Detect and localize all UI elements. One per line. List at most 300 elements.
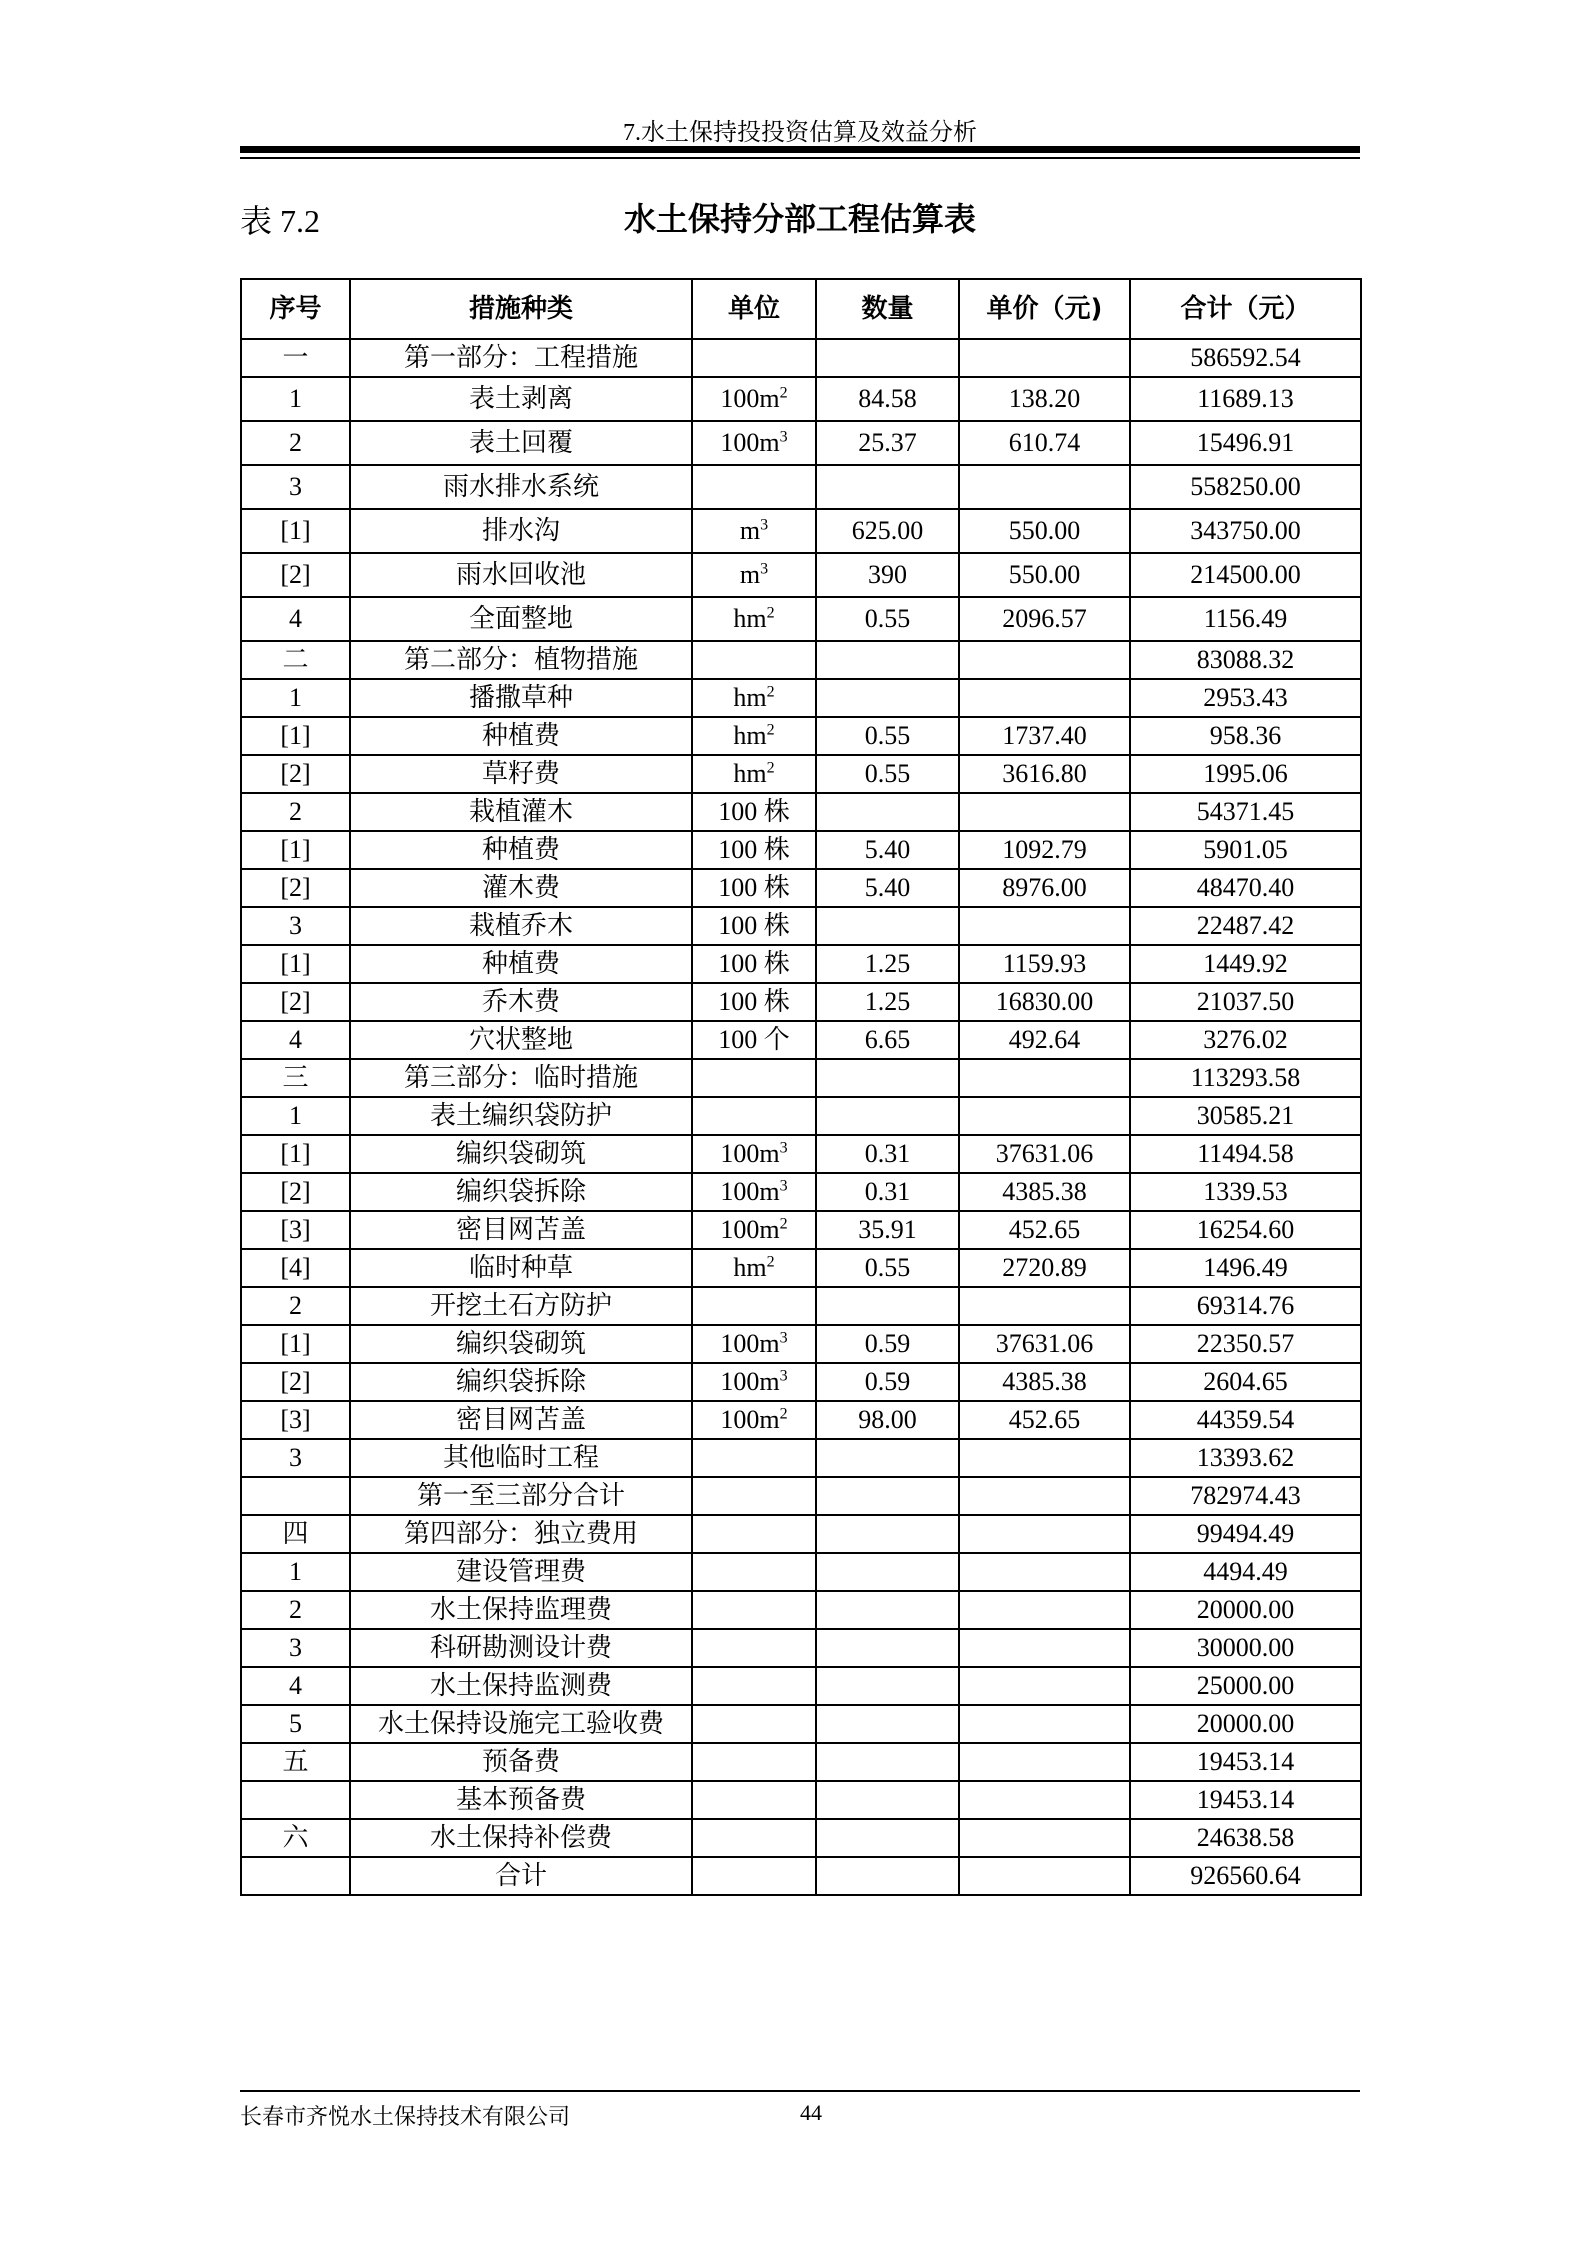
unit-cell xyxy=(692,1059,816,1097)
quantity-cell xyxy=(816,679,959,717)
table-row xyxy=(241,1363,1361,1401)
table-row xyxy=(241,1439,1361,1477)
table-row xyxy=(241,1705,1361,1743)
table-row xyxy=(241,553,1361,597)
table-row xyxy=(241,907,1361,945)
total-cell: 926560.64 xyxy=(1130,1857,1361,1895)
total-cell: 3276.02 xyxy=(1130,1021,1361,1059)
unit-price-cell xyxy=(959,793,1130,831)
quantity-cell xyxy=(816,1553,959,1591)
unit-text: hm xyxy=(733,1253,767,1282)
table-row xyxy=(241,1287,1361,1325)
quantity-cell xyxy=(816,641,959,679)
total-cell: 19453.14 xyxy=(1130,1781,1361,1819)
unit-cell xyxy=(692,869,816,907)
item-name-cell: 合计 xyxy=(350,1857,692,1895)
row-number-cell: 3 xyxy=(241,465,350,509)
table-row xyxy=(241,793,1361,831)
column-header: 单位 xyxy=(692,279,816,339)
item-name-cell: 种植费 xyxy=(350,717,692,755)
total-cell: 1496.49 xyxy=(1130,1249,1361,1287)
quantity-cell xyxy=(816,1515,959,1553)
unit-cell xyxy=(692,1515,816,1553)
quantity-cell xyxy=(816,1477,959,1515)
row-number-cell: 1 xyxy=(241,1553,350,1591)
row-number-cell: [3] xyxy=(241,1211,350,1249)
unit-cell xyxy=(692,465,816,509)
row-number-cell: 4 xyxy=(241,1667,350,1705)
quantity-cell xyxy=(816,1743,959,1781)
item-name-cell: 乔木费 xyxy=(350,983,692,1021)
table-row xyxy=(241,1591,1361,1629)
unit-price-cell xyxy=(959,1439,1130,1477)
row-number-cell: 五 xyxy=(241,1743,350,1781)
unit-cell xyxy=(692,831,816,869)
unit-cell xyxy=(692,983,816,1021)
item-name-cell: 表土编织袋防护 xyxy=(350,1097,692,1135)
unit-text: 100 株 xyxy=(718,797,790,826)
header-rule-thin xyxy=(240,157,1360,159)
unit-cell xyxy=(692,1667,816,1705)
table-row xyxy=(241,1667,1361,1705)
table-row xyxy=(241,1059,1361,1097)
total-cell: 113293.58 xyxy=(1130,1059,1361,1097)
quantity-cell: 0.55 xyxy=(816,717,959,755)
table-row xyxy=(241,1173,1361,1211)
row-number-cell: [2] xyxy=(241,1173,350,1211)
column-header: 合计（元） xyxy=(1130,279,1361,339)
unit-exponent: 3 xyxy=(760,516,769,534)
total-cell: 20000.00 xyxy=(1130,1705,1361,1743)
unit-text: 100m xyxy=(720,1215,780,1244)
total-cell: 782974.43 xyxy=(1130,1477,1361,1515)
unit-price-cell: 8976.00 xyxy=(959,869,1130,907)
row-number-cell: [2] xyxy=(241,755,350,793)
unit-cell xyxy=(692,1477,816,1515)
quantity-cell xyxy=(816,793,959,831)
item-name-cell: 基本预备费 xyxy=(350,1781,692,1819)
unit-exponent: 3 xyxy=(760,560,769,578)
unit-price-cell xyxy=(959,1667,1130,1705)
table-row xyxy=(241,945,1361,983)
unit-price-cell: 37631.06 xyxy=(959,1325,1130,1363)
row-number-cell: 三 xyxy=(241,1059,350,1097)
table-row xyxy=(241,1401,1361,1439)
quantity-cell: 0.55 xyxy=(816,1249,959,1287)
unit-cell xyxy=(692,1705,816,1743)
unit-price-cell xyxy=(959,907,1130,945)
unit-cell xyxy=(692,945,816,983)
total-cell: 83088.32 xyxy=(1130,641,1361,679)
column-header: 措施种类 xyxy=(350,279,692,339)
quantity-cell: 0.59 xyxy=(816,1325,959,1363)
unit-exponent: 3 xyxy=(779,1329,788,1347)
row-number-cell: 六 xyxy=(241,1819,350,1857)
row-number-cell: 一 xyxy=(241,339,350,377)
quantity-cell: 6.65 xyxy=(816,1021,959,1059)
quantity-cell xyxy=(816,339,959,377)
quantity-cell xyxy=(816,1591,959,1629)
item-name-cell: 水土保持设施完工验收费 xyxy=(350,1705,692,1743)
table-title: 水土保持分部工程估算表 xyxy=(623,200,976,238)
total-cell: 558250.00 xyxy=(1130,465,1361,509)
item-name-cell: 水土保持补偿费 xyxy=(350,1819,692,1857)
item-name-cell: 排水沟 xyxy=(350,509,692,553)
table-row xyxy=(241,1135,1361,1173)
table-row xyxy=(241,597,1361,641)
unit-cell xyxy=(692,679,816,717)
row-number-cell: 2 xyxy=(241,1287,350,1325)
item-name-cell: 全面整地 xyxy=(350,597,692,641)
unit-price-cell: 550.00 xyxy=(959,509,1130,553)
item-name-cell: 栽植灌木 xyxy=(350,793,692,831)
quantity-cell: 390 xyxy=(816,553,959,597)
quantity-cell xyxy=(816,1705,959,1743)
unit-exponent: 2 xyxy=(766,721,775,739)
total-cell: 30585.21 xyxy=(1130,1097,1361,1135)
item-name-cell: 密目网苫盖 xyxy=(350,1211,692,1249)
unit-exponent: 2 xyxy=(779,1215,788,1233)
total-cell: 19453.14 xyxy=(1130,1743,1361,1781)
row-number-cell: [1] xyxy=(241,717,350,755)
total-cell: 22350.57 xyxy=(1130,1325,1361,1363)
unit-text: m xyxy=(739,516,761,545)
unit-price-cell xyxy=(959,1591,1130,1629)
unit-text: 100m xyxy=(720,428,780,457)
item-name-cell: 表土剥离 xyxy=(350,377,692,421)
quantity-cell xyxy=(816,1781,959,1819)
unit-cell xyxy=(692,1287,816,1325)
table-row xyxy=(241,1249,1361,1287)
unit-exponent: 2 xyxy=(779,384,788,402)
table-row xyxy=(241,1515,1361,1553)
item-name-cell: 水土保持监理费 xyxy=(350,1591,692,1629)
total-cell: 24638.58 xyxy=(1130,1819,1361,1857)
unit-text: 100m xyxy=(720,1329,780,1358)
unit-price-cell: 1092.79 xyxy=(959,831,1130,869)
item-name-cell: 穴状整地 xyxy=(350,1021,692,1059)
unit-price-cell: 550.00 xyxy=(959,553,1130,597)
item-name-cell: 编织袋拆除 xyxy=(350,1363,692,1401)
quantity-cell xyxy=(816,465,959,509)
table-row xyxy=(241,641,1361,679)
column-header: 序号 xyxy=(241,279,350,339)
item-name-cell: 第四部分：独立费用 xyxy=(350,1515,692,1553)
total-cell: 25000.00 xyxy=(1130,1667,1361,1705)
table-row xyxy=(241,339,1361,377)
quantity-cell xyxy=(816,1439,959,1477)
unit-exponent: 2 xyxy=(766,604,775,622)
unit-text: 100m xyxy=(720,1405,780,1434)
quantity-cell: 0.31 xyxy=(816,1135,959,1173)
unit-cell xyxy=(692,1591,816,1629)
unit-price-cell xyxy=(959,679,1130,717)
table-row xyxy=(241,421,1361,465)
item-name-cell: 临时种草 xyxy=(350,1249,692,1287)
table-row xyxy=(241,1819,1361,1857)
unit-cell xyxy=(692,1439,816,1477)
unit-cell xyxy=(692,339,816,377)
item-name-cell: 编织袋拆除 xyxy=(350,1173,692,1211)
row-number-cell: 2 xyxy=(241,421,350,465)
total-cell: 1339.53 xyxy=(1130,1173,1361,1211)
unit-cell xyxy=(692,597,816,641)
unit-cell xyxy=(692,717,816,755)
unit-cell xyxy=(692,1743,816,1781)
row-number-cell: [1] xyxy=(241,1135,350,1173)
running-header: 7.水土保持投投资估算及效益分析 xyxy=(623,120,977,146)
quantity-cell: 25.37 xyxy=(816,421,959,465)
unit-price-cell: 452.65 xyxy=(959,1211,1130,1249)
unit-cell xyxy=(692,1553,816,1591)
table-row xyxy=(241,1629,1361,1667)
total-cell: 343750.00 xyxy=(1130,509,1361,553)
row-number-cell: 1 xyxy=(241,679,350,717)
total-cell: 4494.49 xyxy=(1130,1553,1361,1591)
unit-cell xyxy=(692,1021,816,1059)
quantity-cell: 0.31 xyxy=(816,1173,959,1211)
table-row xyxy=(241,1857,1361,1895)
unit-text: 100 株 xyxy=(718,949,790,978)
item-name-cell: 雨水排水系统 xyxy=(350,465,692,509)
unit-cell xyxy=(692,1401,816,1439)
quantity-cell xyxy=(816,1629,959,1667)
quantity-cell xyxy=(816,1059,959,1097)
quantity-cell: 0.55 xyxy=(816,755,959,793)
unit-cell xyxy=(692,1629,816,1667)
unit-cell xyxy=(692,509,816,553)
unit-cell xyxy=(692,1819,816,1857)
unit-text: 100 株 xyxy=(718,987,790,1016)
unit-text: hm xyxy=(733,759,767,788)
total-cell: 99494.49 xyxy=(1130,1515,1361,1553)
unit-cell xyxy=(692,793,816,831)
unit-cell xyxy=(692,1781,816,1819)
item-name-cell: 雨水回收池 xyxy=(350,553,692,597)
row-number-cell: 3 xyxy=(241,1629,350,1667)
row-number-cell xyxy=(241,1477,350,1515)
item-name-cell: 栽植乔木 xyxy=(350,907,692,945)
row-number-cell: 二 xyxy=(241,641,350,679)
total-cell: 2953.43 xyxy=(1130,679,1361,717)
unit-text: 100m xyxy=(720,1367,780,1396)
unit-cell xyxy=(692,755,816,793)
row-number-cell: [4] xyxy=(241,1249,350,1287)
item-name-cell: 编织袋砌筑 xyxy=(350,1325,692,1363)
quantity-cell xyxy=(816,907,959,945)
row-number-cell: [3] xyxy=(241,1401,350,1439)
row-number-cell: [1] xyxy=(241,1325,350,1363)
quantity-cell: 625.00 xyxy=(816,509,959,553)
unit-text: hm xyxy=(733,683,767,712)
total-cell: 11689.13 xyxy=(1130,377,1361,421)
item-name-cell: 建设管理费 xyxy=(350,1553,692,1591)
row-number-cell: [2] xyxy=(241,869,350,907)
unit-price-cell: 1159.93 xyxy=(959,945,1130,983)
unit-price-cell xyxy=(959,1515,1130,1553)
row-number-cell xyxy=(241,1781,350,1819)
unit-price-cell: 37631.06 xyxy=(959,1135,1130,1173)
unit-price-cell: 4385.38 xyxy=(959,1363,1130,1401)
quantity-cell xyxy=(816,1819,959,1857)
unit-cell xyxy=(692,1097,816,1135)
unit-price-cell: 2096.57 xyxy=(959,597,1130,641)
item-name-cell: 开挖土石方防护 xyxy=(350,1287,692,1325)
quantity-cell: 0.55 xyxy=(816,597,959,641)
unit-cell xyxy=(692,421,816,465)
total-cell: 2604.65 xyxy=(1130,1363,1361,1401)
unit-cell xyxy=(692,907,816,945)
item-name-cell: 密目网苫盖 xyxy=(350,1401,692,1439)
table-row xyxy=(241,465,1361,509)
unit-exponent: 2 xyxy=(766,759,775,777)
unit-exponent: 2 xyxy=(766,1253,775,1271)
row-number-cell: [2] xyxy=(241,553,350,597)
item-name-cell: 其他临时工程 xyxy=(350,1439,692,1477)
unit-price-cell xyxy=(959,339,1130,377)
unit-cell xyxy=(692,1857,816,1895)
quantity-cell: 0.59 xyxy=(816,1363,959,1401)
item-name-cell: 编织袋砌筑 xyxy=(350,1135,692,1173)
row-number-cell: [1] xyxy=(241,509,350,553)
table-row xyxy=(241,1743,1361,1781)
item-name-cell: 表土回覆 xyxy=(350,421,692,465)
table-row xyxy=(241,1211,1361,1249)
column-header: 数量 xyxy=(816,279,959,339)
item-name-cell: 种植费 xyxy=(350,831,692,869)
row-number-cell xyxy=(241,1857,350,1895)
unit-cell xyxy=(692,1363,816,1401)
unit-price-cell xyxy=(959,1097,1130,1135)
unit-price-cell xyxy=(959,1629,1130,1667)
unit-price-cell xyxy=(959,1287,1130,1325)
table-row xyxy=(241,1781,1361,1819)
row-number-cell: [1] xyxy=(241,945,350,983)
unit-price-cell: 4385.38 xyxy=(959,1173,1130,1211)
unit-price-cell: 1737.40 xyxy=(959,717,1130,755)
total-cell: 69314.76 xyxy=(1130,1287,1361,1325)
total-cell: 44359.54 xyxy=(1130,1401,1361,1439)
table-row xyxy=(241,831,1361,869)
quantity-cell: 84.58 xyxy=(816,377,959,421)
unit-price-cell xyxy=(959,1705,1130,1743)
unit-price-cell: 452.65 xyxy=(959,1401,1130,1439)
item-name-cell: 第一部分：工程措施 xyxy=(350,339,692,377)
quantity-cell: 35.91 xyxy=(816,1211,959,1249)
total-cell: 214500.00 xyxy=(1130,553,1361,597)
column-header: 单价（元) xyxy=(959,279,1130,339)
total-cell: 21037.50 xyxy=(1130,983,1361,1021)
item-name-cell: 种植费 xyxy=(350,945,692,983)
unit-price-cell xyxy=(959,1477,1130,1515)
unit-text: 100m xyxy=(720,384,780,413)
table-number: 表 7.2 xyxy=(240,203,321,239)
unit-exponent: 2 xyxy=(766,683,775,701)
unit-cell xyxy=(692,641,816,679)
unit-price-cell xyxy=(959,1819,1130,1857)
total-cell: 1995.06 xyxy=(1130,755,1361,793)
unit-price-cell xyxy=(959,1743,1130,1781)
unit-price-cell xyxy=(959,1781,1130,1819)
footer-company: 长春市齐悦水土保持技术有限公司 xyxy=(240,2104,571,2129)
total-cell: 22487.42 xyxy=(1130,907,1361,945)
unit-text: 100 株 xyxy=(718,873,790,902)
table-row xyxy=(241,509,1361,553)
row-number-cell: [2] xyxy=(241,983,350,1021)
unit-cell xyxy=(692,1325,816,1363)
table-row xyxy=(241,717,1361,755)
unit-price-cell xyxy=(959,1857,1130,1895)
quantity-cell xyxy=(816,1287,959,1325)
total-cell: 1156.49 xyxy=(1130,597,1361,641)
quantity-cell: 1.25 xyxy=(816,983,959,1021)
unit-price-cell: 610.74 xyxy=(959,421,1130,465)
table-row xyxy=(241,1097,1361,1135)
unit-cell xyxy=(692,1249,816,1287)
unit-cell xyxy=(692,1211,816,1249)
item-name-cell: 水土保持监测费 xyxy=(350,1667,692,1705)
total-cell: 958.36 xyxy=(1130,717,1361,755)
unit-exponent: 2 xyxy=(779,1405,788,1423)
quantity-cell xyxy=(816,1097,959,1135)
row-number-cell: 3 xyxy=(241,907,350,945)
unit-exponent: 3 xyxy=(779,1177,788,1195)
unit-text: 100 株 xyxy=(718,911,790,940)
item-name-cell: 第一至三部分合计 xyxy=(350,1477,692,1515)
total-cell: 15496.91 xyxy=(1130,421,1361,465)
unit-text: hm xyxy=(733,721,767,750)
total-cell: 48470.40 xyxy=(1130,869,1361,907)
quantity-cell xyxy=(816,1857,959,1895)
row-number-cell: 5 xyxy=(241,1705,350,1743)
item-name-cell: 第三部分：临时措施 xyxy=(350,1059,692,1097)
unit-cell xyxy=(692,553,816,597)
unit-price-cell xyxy=(959,1059,1130,1097)
row-number-cell: 四 xyxy=(241,1515,350,1553)
table-body xyxy=(241,339,1361,1895)
table-row xyxy=(241,679,1361,717)
header-rule-thick xyxy=(240,146,1360,153)
total-cell: 30000.00 xyxy=(1130,1629,1361,1667)
row-number-cell: 2 xyxy=(241,793,350,831)
row-number-cell: 1 xyxy=(241,1097,350,1135)
unit-price-cell: 3616.80 xyxy=(959,755,1130,793)
total-cell: 11494.58 xyxy=(1130,1135,1361,1173)
quantity-cell xyxy=(816,1667,959,1705)
unit-text: m xyxy=(739,560,761,589)
unit-text: 100 个 xyxy=(718,1025,790,1054)
item-name-cell: 灌木费 xyxy=(350,869,692,907)
unit-text: hm xyxy=(733,604,767,633)
unit-text: 100m xyxy=(720,1139,780,1168)
unit-price-cell: 2720.89 xyxy=(959,1249,1130,1287)
unit-cell xyxy=(692,377,816,421)
item-name-cell: 播撒草种 xyxy=(350,679,692,717)
table-row xyxy=(241,1021,1361,1059)
unit-price-cell: 16830.00 xyxy=(959,983,1130,1021)
total-cell: 16254.60 xyxy=(1130,1211,1361,1249)
total-cell: 586592.54 xyxy=(1130,339,1361,377)
unit-price-cell xyxy=(959,641,1130,679)
table-row xyxy=(241,869,1361,907)
row-number-cell: 2 xyxy=(241,1591,350,1629)
quantity-cell: 98.00 xyxy=(816,1401,959,1439)
unit-exponent: 3 xyxy=(779,1367,788,1385)
row-number-cell: 4 xyxy=(241,1021,350,1059)
unit-text: 100m xyxy=(720,1177,780,1206)
item-name-cell: 第二部分：植物措施 xyxy=(350,641,692,679)
row-number-cell: 4 xyxy=(241,597,350,641)
